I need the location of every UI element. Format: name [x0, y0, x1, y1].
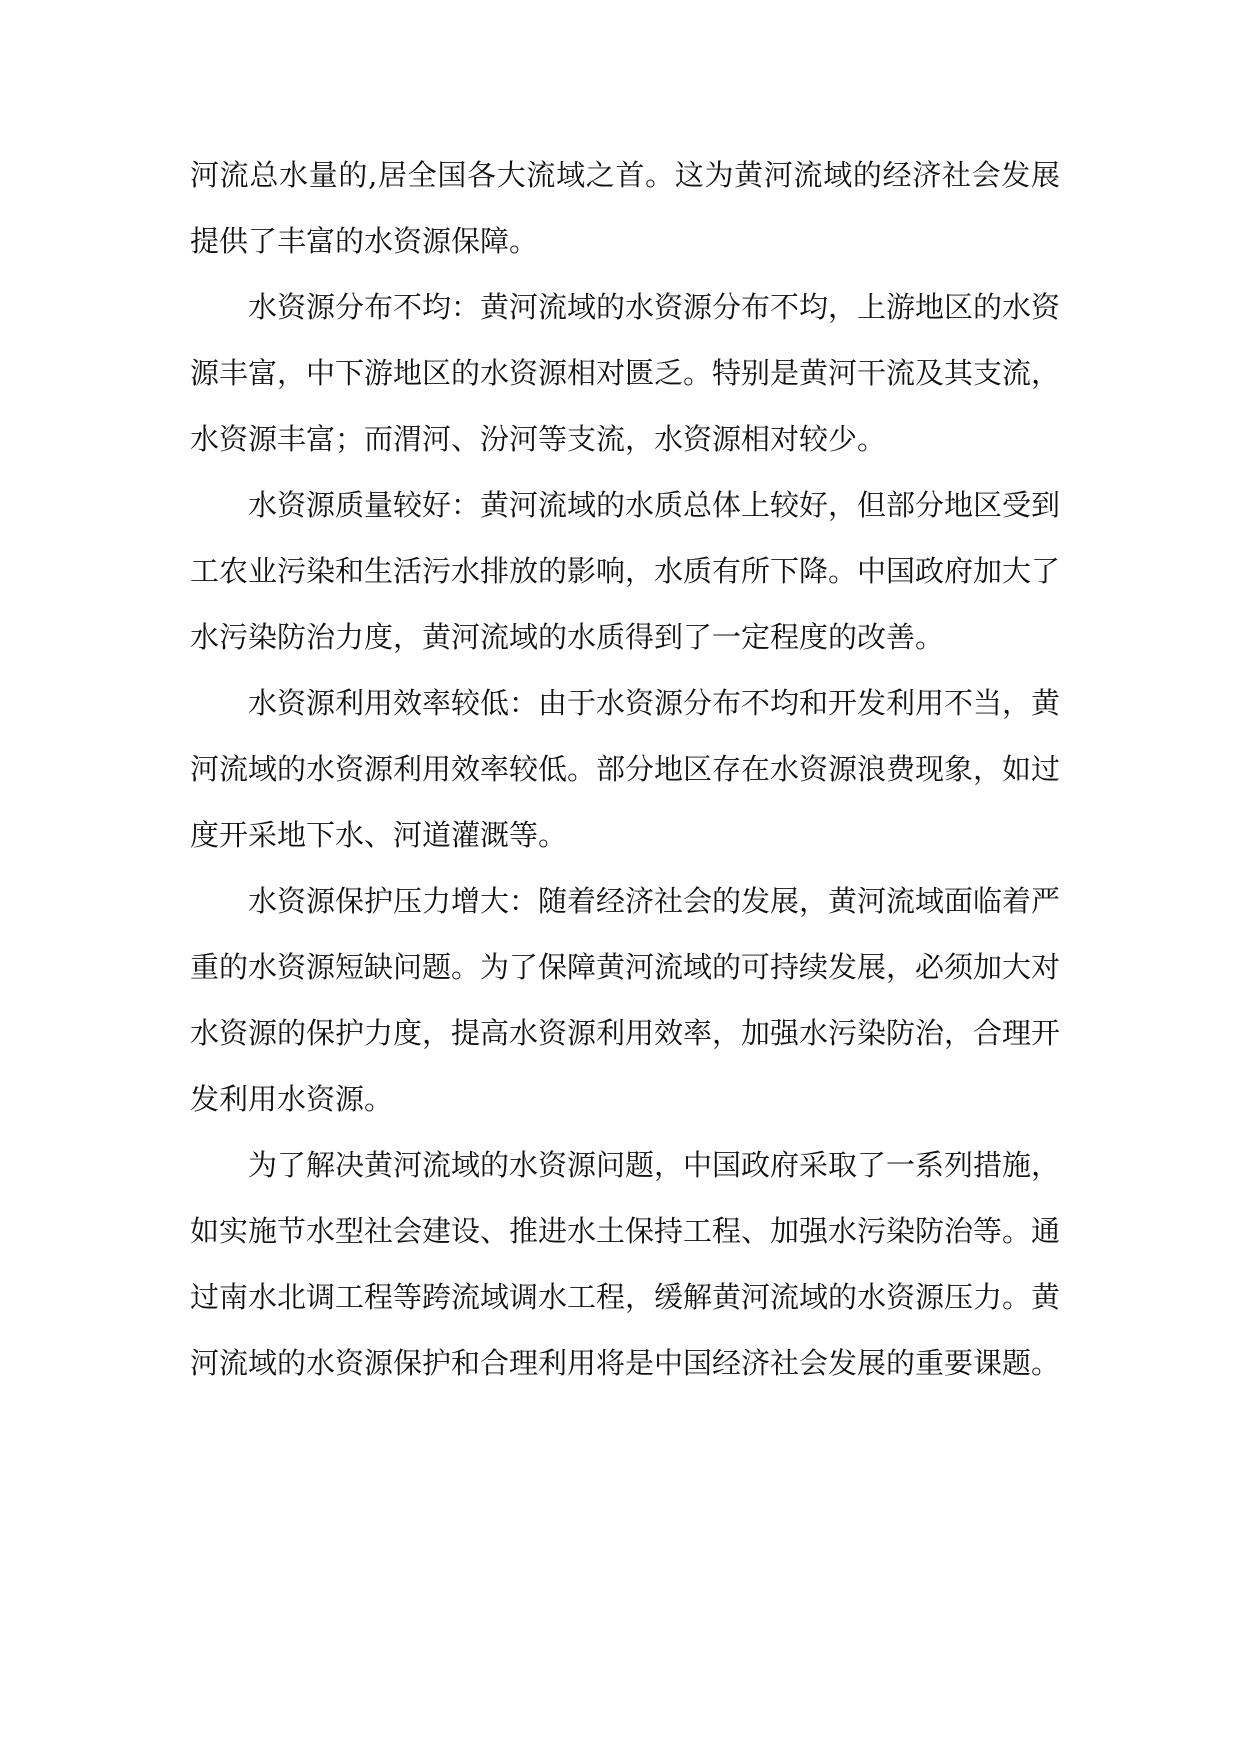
paragraph-continuation: 河流总水量的,居全国各大流域之首。这为黄河流域的经济社会发展提供了丰富的水资源保障。 [190, 158, 1060, 258]
paragraph-distribution: 水资源分布不均：黄河流域的水资源分布不均，上游地区的水资源丰富，中下游地区的水资源相对匮乏。特别是黄河干流及其支流，水资源丰富；而渭河、汾河等支流，水资源相对较少。 [190, 290, 1061, 456]
paragraph-quality: 水资源质量较好：黄河流域的水质总体上较好，但部分地区受到工农业污染和生活污水排放的影响，水质有所下降。中国政府加大了水污染防治力度，黄河流域的水质得到了一定程度的改善。 [190, 488, 1061, 654]
paragraph-measures: 为了解决黄河流域的水资源问题，中国政府采取了一系列措施，如实施节水型社会建设、推进水土保持工程、加强水污染防治等。通过南水北调工程等跨流域调水工程，缓解黄河流域的水资源压力。黄河流域的水资源保护和合理利用将是中国经济社会发展的重要课题。 [190, 1148, 1061, 1380]
paragraph-efficiency: 水资源利用效率较低：由于水资源分布不均和开发利用不当，黄河流域的水资源利用效率较低。部分地区存在水资源浪费现象，如过度开采地下水、河道灌溉等。 [190, 686, 1061, 852]
paragraph-protection: 水资源保护压力增大：随着经济社会的发展，黄河流域面临着严重的水资源短缺问题。为了保障黄河流域的可持续发展，必须加大对水资源的保护力度，提高水资源利用效率，加强水污染防治，合理开发利用水资源。 [190, 884, 1061, 1116]
body-text [190, 142, 1060, 1396]
